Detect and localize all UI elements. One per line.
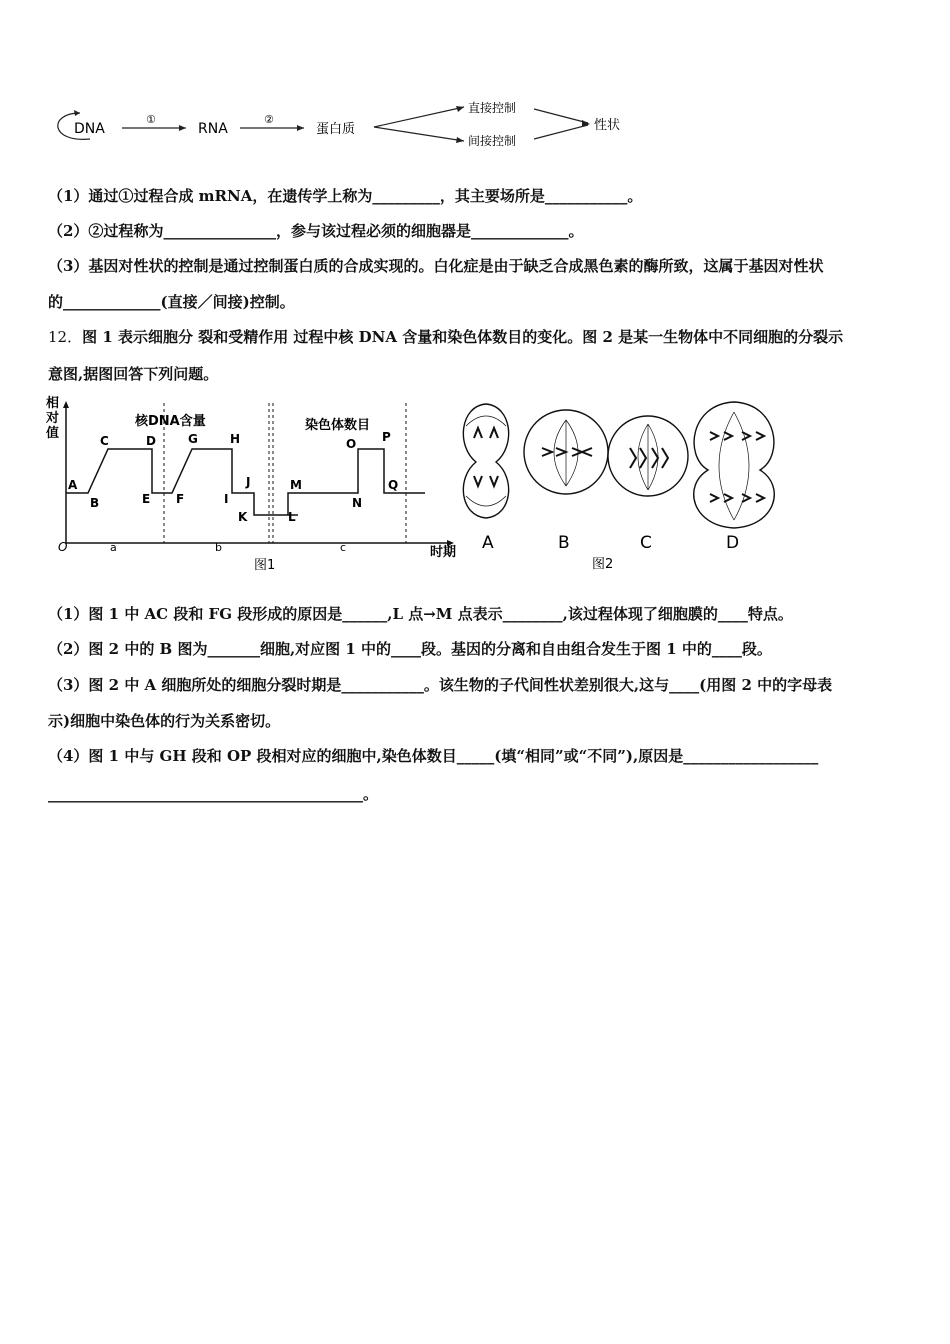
q12-part4: （4）图 1 中与 GH 段和 OP 段相对应的细胞中,染色体数目_____(填“相同”或“不同”),原因是__________________ [48, 747, 819, 765]
point-J: J [246, 475, 251, 489]
cell-A [463, 404, 508, 518]
q12-stem-text: 图 1 表示细胞分 裂和受精作用 过程中核 DNA 含量和染色体数目的变化。图 2 是某一生物体中不同细胞的分裂示 [82, 328, 844, 346]
point-H: H [230, 432, 241, 446]
flow-indirect: 间接控制 [468, 134, 517, 148]
q11-part3: （3）基因对性状的控制是通过控制蛋白质的合成实现的。白化症是由于缺乏合成黑色素的酶所致，这属于基因对性状 [48, 257, 824, 275]
flow-protein: 蛋白质 [316, 122, 356, 137]
point-N: N [352, 496, 363, 510]
cell-D-label: D [726, 533, 740, 553]
y-label-2: 对 [46, 411, 60, 426]
point-B: B [90, 496, 100, 510]
q12-part4-cont: __________________________________________。 [48, 785, 379, 803]
q11-part1: （1）通过①过程合成 mRNA，在遗传学上称为_________，其主要场所是___________。 [48, 187, 643, 205]
chromosome-number-label: 染色体数目 [305, 418, 371, 433]
point-C: C [100, 434, 109, 448]
point-G: G [188, 432, 198, 446]
point-F: F [176, 492, 185, 506]
section-c: c [340, 541, 347, 554]
point-O: O [346, 437, 357, 451]
point-M: M [290, 478, 302, 492]
q12-part1: （1）图 1 中 AC 段和 FG 段形成的原因是______,L 点→M 点表示________,该过程体现了细胞膜的____特点。 [48, 605, 793, 623]
cell-B [524, 410, 608, 494]
y-label-3: 值 [46, 426, 60, 441]
x-axis-label: 时期 [430, 545, 457, 560]
cell-D [694, 402, 775, 528]
point-Q: Q [388, 478, 399, 492]
figure1-chart [40, 393, 460, 578]
cell-C [608, 416, 688, 496]
q11-part3-cont: 的_____________(直接／间接)控制。 [48, 293, 295, 311]
q12-part3-cont: 示)细胞中染色体的行为关系密切。 [48, 712, 281, 730]
point-D: D [146, 434, 156, 448]
flow-rna: RNA [198, 121, 228, 137]
cell-A-label: A [482, 533, 494, 553]
section-b: b [215, 541, 222, 554]
cell-B-label: B [558, 533, 570, 553]
flow-step2: ② [264, 113, 274, 126]
origin-label: O [58, 540, 68, 554]
q12-stem-cont: 意图,据图回答下列问题。 [48, 365, 219, 383]
q12-stem [48, 327, 843, 347]
q11-part2: （2）②过程称为_______________，参与该过程必须的细胞器是_____________。 [48, 222, 584, 240]
figure2-caption: 图2 [592, 557, 614, 572]
cell-C-label: C [640, 533, 652, 553]
figure1-caption: 图1 [254, 558, 276, 573]
point-I: I [224, 492, 229, 506]
figure2-cells [452, 396, 782, 578]
q12-part3: （3）图 2 中 A 细胞所处的细胞分裂时期是___________。该生物的子代间性状差别很大,这与____(用图 2 中的字母表 [48, 676, 833, 694]
y-label-1: 相 [46, 396, 60, 411]
q12-part2: （2）图 2 中的 B 图为_______细胞,对应图 1 中的____段。基因的分离和自由组合发生于图 1 中的____段。 [48, 640, 772, 658]
point-K: K [238, 510, 248, 524]
section-a: a [110, 541, 117, 554]
point-L: L [288, 510, 296, 524]
flow-direct: 直接控制 [468, 101, 517, 115]
gene-expression-flow-diagram [40, 95, 660, 155]
point-P: P [382, 430, 391, 444]
q12-number: 12． [48, 328, 83, 346]
point-A: A [68, 478, 78, 492]
point-E: E [142, 492, 151, 506]
flow-step1: ① [146, 113, 156, 126]
flow-trait: 性状 [594, 118, 621, 133]
dna-content-label: 核DNA含量 [135, 414, 206, 429]
flow-dna: DNA [74, 121, 105, 137]
